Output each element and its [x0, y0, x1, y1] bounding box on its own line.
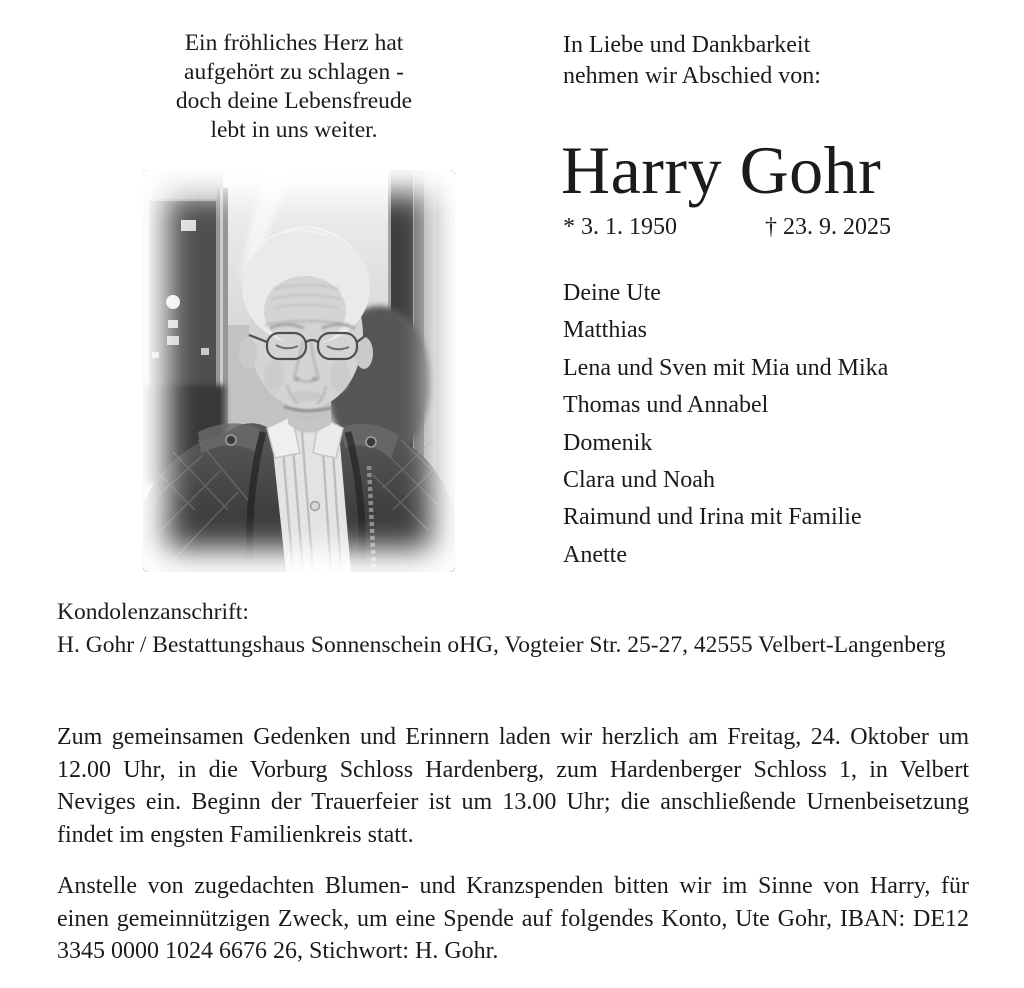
farewell-intro	[563, 30, 973, 92]
memorial-verse	[128, 29, 460, 145]
mourner-item: Clara und Noah	[563, 467, 715, 494]
mourner-item: Raimund und Irina mit Familie	[563, 504, 862, 531]
donation-paragraph: Anstelle von zugedachten Blumen- und Kranzspenden bitten wir im Sinne von Harry, für einen gemeinnützigen Zweck, um eine Spende auf folgendes Konto, Ute Gohr, IBAN: DE12 3345 0000 1024 6676 26, Stichwort: H. Gohr.	[57, 873, 969, 965]
mourner-item: Matthias	[563, 317, 647, 344]
verse-line-4: lebt in uns weiter.	[210, 117, 378, 143]
portrait-illustration	[143, 170, 455, 572]
mourners-list	[563, 275, 993, 574]
mourner-item: Anette	[563, 541, 627, 568]
condolence-block	[57, 596, 987, 662]
verse-line-1: Ein fröhliches Herz hat	[184, 30, 404, 56]
mourner-item: Deine Ute	[563, 280, 661, 306]
verse-line-3: doch deine Lebensfreude	[175, 88, 413, 114]
condolence-label: Kondolenzanschrift:	[57, 599, 249, 625]
memorial-paragraph: Zum gemeinsamen Gedenken und Erinnern laden wir herzlich am Freitag, 24. Oktober um 12.00 Uhr, in die Vorburg Schloss Hardenberg, zum Hardenberger Schloss 1, in Velbert Neviges ein. Beginn der Trauerfeier ist um 13.00 Uhr; die anschließende Urnenbeisetzung findet im engsten Familienkreis statt.	[57, 724, 969, 848]
intro-line-2: nehmen wir Abschied von:	[563, 63, 821, 89]
deceased-name: Harry Gohr	[561, 132, 882, 208]
mourner-item: Domenik	[563, 429, 653, 456]
mourner-item: Thomas und Annabel	[563, 392, 769, 419]
birth-date: * 3. 1. 1950	[563, 214, 677, 240]
life-dates	[563, 213, 973, 243]
verse-line-2: aufgehört zu schlagen -	[184, 59, 404, 85]
mourner-item: Lena und Sven mit Mia und Mika	[563, 354, 889, 381]
portrait-photo	[143, 170, 455, 572]
intro-line-1: In Liebe und Dankbarkeit	[563, 32, 811, 58]
death-date: † 23. 9. 2025	[765, 214, 891, 240]
condolence-address: H. Gohr / Bestattungshaus Sonnenschein oHG, Vogteier Str. 25-27, 42555 Velbert-Langenberg	[57, 632, 946, 658]
